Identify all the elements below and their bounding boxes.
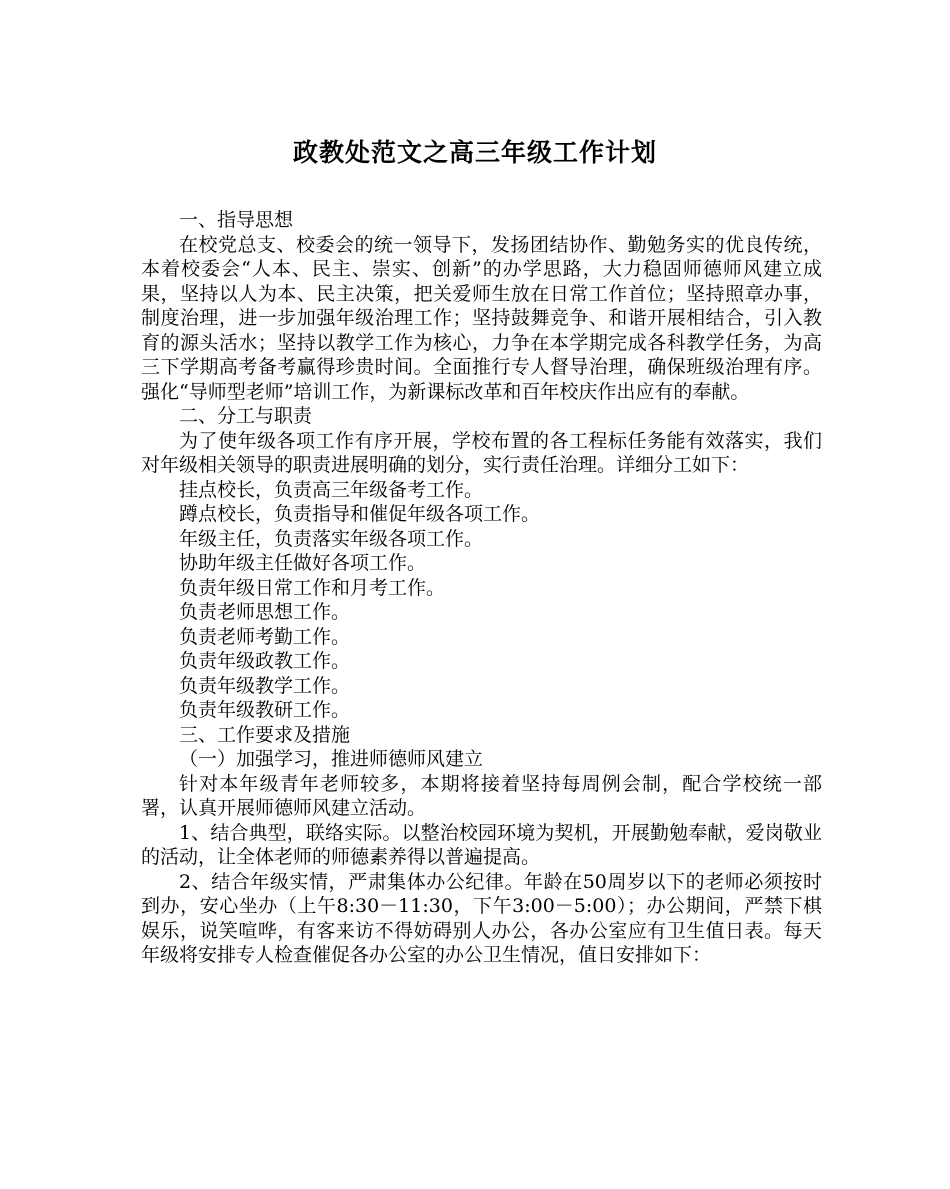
duty-item: 负责老师考勤工作。 bbox=[179, 625, 351, 648]
heading-division-of-duties: 二、分工与职责 bbox=[179, 405, 313, 427]
duty-item: 挂点校长，负责高三年级备考工作。 bbox=[179, 478, 484, 501]
duty-item: 负责年级日常工作和月考工作。 bbox=[179, 576, 446, 599]
duty-item: 年级主任，负责落实年级各项工作。 bbox=[179, 527, 484, 550]
duty-item: 负责年级政教工作。 bbox=[179, 650, 351, 672]
duty-item: 蹲点校长，负责指导和催促年级各项工作。 bbox=[179, 503, 541, 525]
duty-item: 协助年级主任做好各项工作。 bbox=[179, 552, 427, 574]
paragraph-weekly-meeting: 针对本年级青年老师较多，本期将接着坚持每周例会制，配合学校统一部署，认真开展师德师风建立活动。 bbox=[141, 772, 822, 819]
heading-guiding-thought: 一、指导思想 bbox=[179, 209, 294, 231]
paragraph-measure-1: 1、结合典型，联络实际。以整治校园环境为契机，开展勤勉奉献，爱岗敬业的活动，让全体老师的师德素养得以普遍提高。 bbox=[141, 821, 822, 868]
duty-item: 负责年级教研工作。 bbox=[179, 699, 351, 721]
paragraph-measure-2: 2、结合年级实情，严肃集体办公纪律。年龄在50周岁以下的老师必须按时到办，安心坐办（上午8:30－11:30，下午3:00－5:00）；办公期间，严禁下棋娱乐，说笑喧哗，有客来访不得妨碍别人办公，各办公室应有卫生值日表。每天年级将安排专人检查催促各办公室的办公卫生情况，值日安排如下： bbox=[141, 870, 822, 966]
heading-requirements-measures: 三、工作要求及措施 bbox=[179, 723, 351, 746]
paragraph-division-intro: 为了使年级各项工作有序开展，学校布置的各工程标任务能有效落实，我们对年级相关领导的职责进展明确的划分，实行责任治理。详细分工如下： bbox=[141, 429, 822, 476]
duty-item: 负责年级教学工作。 bbox=[179, 674, 351, 697]
paragraph-guiding-thought: 在校党总支、校委会的统一领导下，发扬团结协作、勤勉务实的优良传统，本着校委会“人本、民主、崇实、创新”的办学思路，大力稳固师德师风建立成果，坚持以人为本、民主决策，把关爱师生放在日常工作首位；坚持照章办事，制度治理，进一步加强年级治理工作；坚持鼓舞竞争、和谐开展相结合，引入教育的源头活水；坚持以教学工作为核心，力争在本学期完成各科教学任务，为高三下学期高考备考赢得珍贵时间。全面推行专人督导治理，确保班级治理有序。强化“导师型老师”培训工作，为新课标改革和百年校庆作出应有的奉献。 bbox=[141, 233, 822, 403]
document-title: 政教处范文之高三年级工作计划 bbox=[292, 138, 657, 167]
subheading-strengthen-learning: （一）加强学习，推进师德师风建立 bbox=[179, 748, 484, 770]
duty-item: 负责老师思想工作。 bbox=[179, 601, 351, 623]
document-body bbox=[141, 208, 822, 968]
